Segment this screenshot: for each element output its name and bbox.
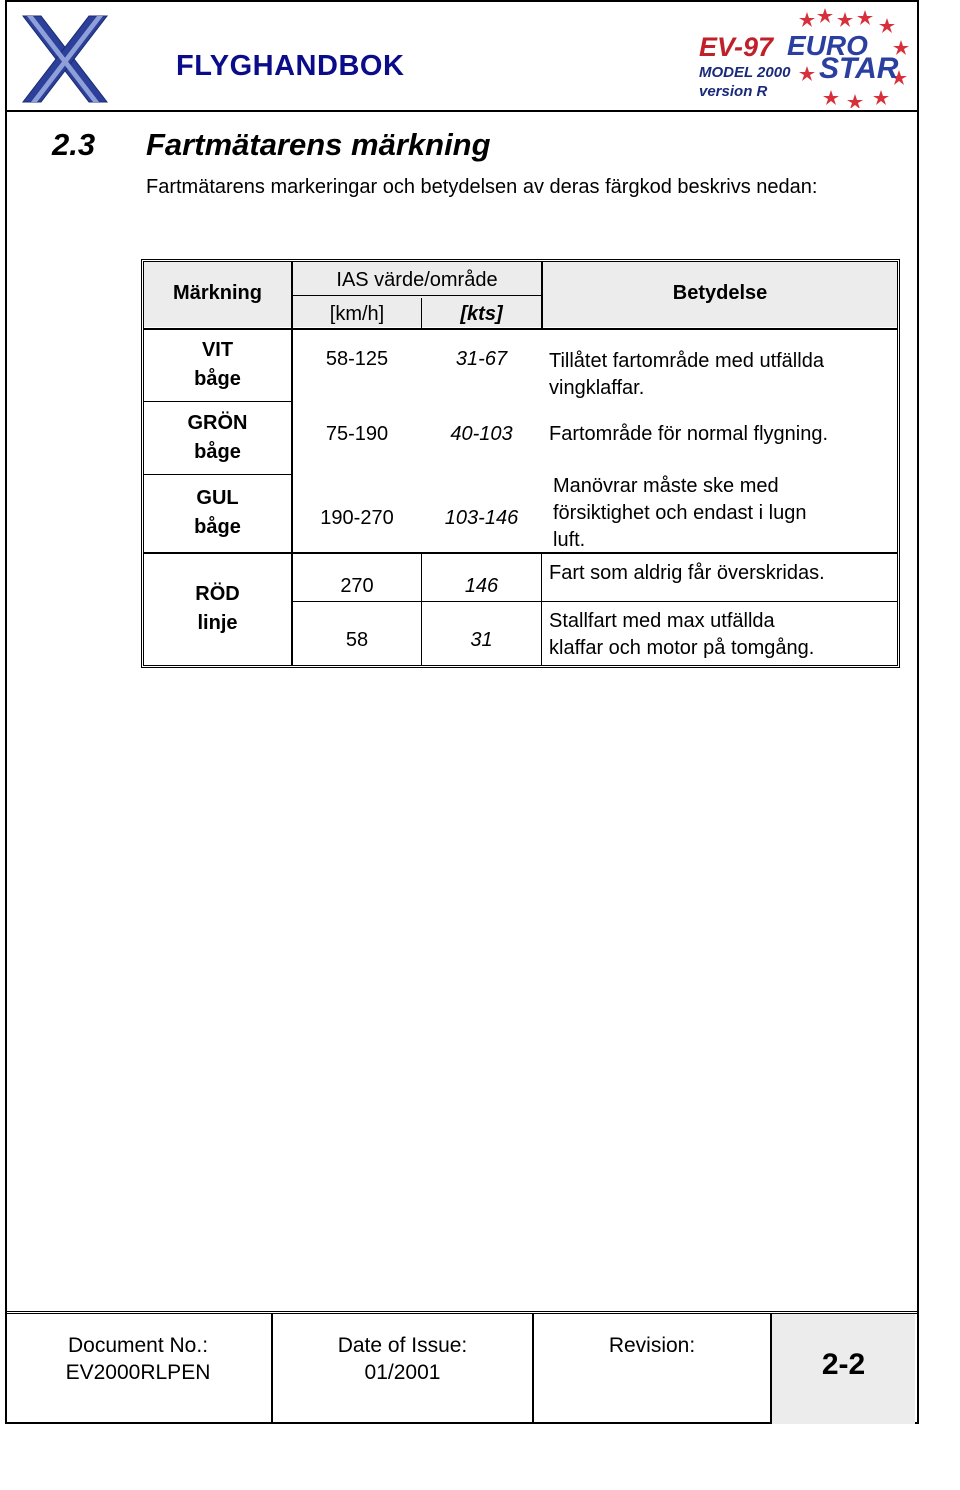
brand-ev: EV-97 [699,32,774,62]
doc-label: Document No.: [67,1334,209,1357]
meaning-line: luft. [553,529,586,551]
marking-color: RÖD [195,583,240,605]
marking-color: GUL [196,487,239,509]
meaning-rod-stall [549,608,899,662]
meaning-line: Manövrar måste ske med [553,475,779,497]
footer-page [772,1314,915,1424]
marking-gron [144,409,291,467]
value-kmh: 75-190 [325,423,389,445]
airspeed-marking-table [141,259,900,668]
value-kts: 103-146 [444,507,519,529]
x-logo-icon [19,12,111,106]
header-ias: IAS värde/område [336,269,498,291]
marking-gul [144,484,291,542]
marking-type: båge [194,441,241,463]
meaning-line: Stallfart med max utfällda [549,610,775,632]
header-meaning: Betydelse [672,282,768,304]
meaning-line: försiktighet och endast i lugn [553,502,807,524]
brand-euro: EURO [787,30,868,61]
header-kmh: [km/h] [329,303,385,325]
row-divider [293,295,541,296]
brand-star: STAR [819,52,899,85]
meaning-gul [553,473,898,554]
meaning-line: Tillåtet fartområde med utfällda [549,350,824,372]
meaning-line: klaffar och motor på tomgång. [549,637,815,659]
meaning-gron: Fartområde för normal flygning. [549,423,829,445]
page-header [5,0,919,112]
marking-rod [144,580,291,638]
brand-version: version R [699,83,768,100]
value-kts: 146 [464,575,499,597]
page-number: 2-2 [821,1348,866,1381]
meaning-rod-vne: Fart som aldrig får överskridas. [549,562,825,584]
section-heading [52,127,491,163]
manual-title: FLYGHANDBOK [176,50,405,82]
meaning-vit [549,348,899,402]
header-marking: Märkning [173,282,262,304]
row-divider [144,474,291,475]
row-divider [293,601,897,602]
marking-color: GRÖN [187,412,248,434]
page-footer [5,1311,919,1424]
marking-type: linje [197,612,238,634]
date-label: Date of Issue: [337,1334,468,1357]
col-divider [541,552,542,665]
value-kts: 31-67 [455,348,508,370]
value-kmh: 58 [345,629,369,651]
section-title: Fartmätarens märkning [146,127,491,162]
value-kts: 31 [470,629,493,651]
value-kmh: 190-270 [320,507,394,529]
section-number: 2.3 [52,127,96,162]
marking-type: båge [194,516,241,538]
marking-type: båge [194,368,241,390]
date-value: 01/2001 [364,1361,441,1384]
value-kts: 40-103 [450,423,513,445]
meaning-line: vingklaffar. [549,377,645,399]
row-divider [144,401,291,402]
header-kts: [kts] [460,303,503,325]
revision-label: Revision: [608,1334,696,1357]
footer-revision [534,1314,772,1424]
marking-color: VIT [201,339,234,361]
intro-text: Fartmätarens markeringar och betydelsen av deras färgkod beskrivs nedan: [146,176,818,198]
footer-document [5,1314,273,1424]
row-divider [144,328,897,330]
value-kmh: 270 [340,575,374,597]
brand-logo [695,6,915,108]
doc-value: EV2000RLPEN [65,1361,211,1384]
brand-model: MODEL 2000 [699,64,791,81]
footer-date [273,1314,534,1424]
value-kmh: 58-125 [325,348,389,370]
page-frame [5,0,919,1424]
marking-vit [144,336,291,394]
